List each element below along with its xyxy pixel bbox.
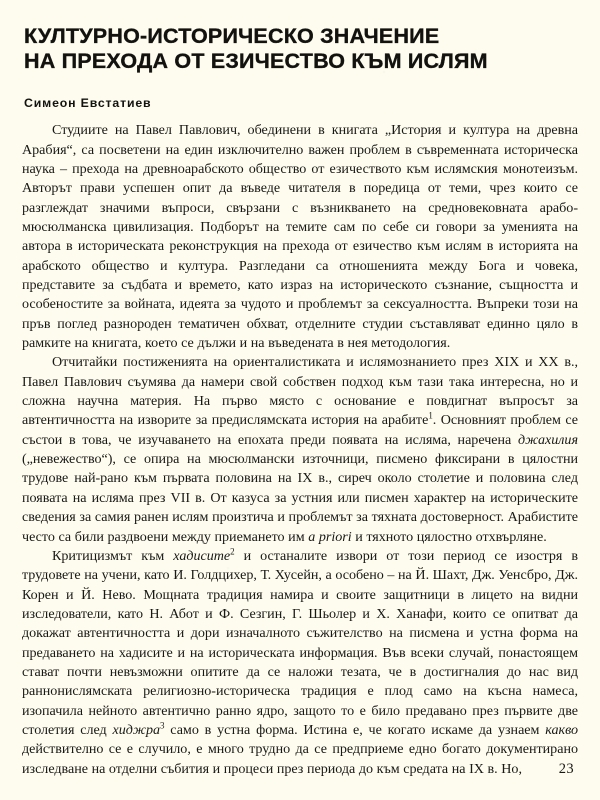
- paragraph-1-text: Студиите на Павел Павлович, обединени в книгата „История и култура на древна Арабия“, са посветени на един изключително важен проблем в съвременната историческа наука – прехода на древноарабското общество от езичеството към ислямския монотеизъм. Авторът прави успешен опит да въведе читателя в поредица от теми, чрез които се разглеждат значими въпроси, свързани с възникването на средновековната арабо-мюсюлманска цивилизация. Подборът на темите сам по себе си говори за уменията на автора в историческата реконструкция на прехода от езичество към ислям в историята на арабското общество и култура. Разгледани са отношенията между Бога и човека, представите за съдбата и времето, като израз на историческото съзнание, същността и особеностите за войната, идеята за чудото и проблемът за сексуалността. Въпреки този на пръв поглед разнороден тематичен обхват, отделните студии съставляват единно цяло в рамките на книгата, което се дължи и на въведената в нея методология.: [22, 122, 578, 352]
- term-jahiliyya: джахилия: [518, 431, 578, 448]
- footnote-marker-1: 1: [428, 410, 433, 421]
- paragraph-2-text-c: („невежество“), се опира на мюсюлмански източници, писмено фиксирани в цялостни трудове най-рано към първата половина на IX в., сиреч около столетие и половина след появата на исляма през VII в. От казуса за устния или писмен характер на историческите сведения за самия ранен ислям произтича и проблемът за тяхната достоверност. Арабистите често са били раздвоени между приемането им: [22, 451, 578, 545]
- term-hadith: хадисите: [173, 547, 231, 564]
- page-title-line-1: КУЛТУРНО-ИСТОРИЧЕСКО ЗНАЧЕНИЕ: [24, 24, 440, 48]
- footnote-marker-3: 3: [160, 720, 165, 731]
- paragraph-3: [22, 547, 578, 779]
- paragraph-2-text-a: Отчитайки постиженията на ориенталистиката и ислямознанието през XIX и XX в., Павел Павлович съумява да намери свой собствен подход към тази така интересна, но и сложна научна материя. На първо място с основание е повдигнат въпросът за автентичността на изворите за предислямската история на арабите: [22, 354, 578, 429]
- footnote-marker-2: 2: [230, 546, 235, 557]
- paragraph-2-text-d: и тяхното цялостно отхвърляне.: [351, 528, 547, 545]
- page-title: [22, 24, 578, 74]
- paragraph-3-text-d: действително се е случило, е много трудно да се предприеме едно богато документирано изследване на отделни събития и процеси през периода до към средата на IX в. Но,: [22, 741, 578, 777]
- paragraph-1: [22, 121, 578, 353]
- page-number: 23: [558, 761, 574, 777]
- body-text: [22, 121, 578, 779]
- paragraph-3-text-b: и останалите извори от този период се изостря в трудовете на учени, като И. Голдцихер, Т. Хусейн, а особено – на Й. Шахт, Дж. Уенсбро, Дж. Корен и Й. Нево. Мощната традиция намира и своите защитници в лицето на видни изследователи, като Н. Абот и Ф. Сезгин, Г. Шьолер и Х. Ханафи, които се опитват да докажат автентичността и дори изначалното съжителство на писмена и устна форма на предаването на хадисите и на историческата информация. Във всеки случай, понастоящем стават почти невъзможни опитите да се наложи тезата, че в достигналия до нас вид раннонислямската религиозно-историческа традиция е плод само на късна намеса, изопачила нейното автентично ранно ядро, защото то е било предавано през първите две столетия след: [22, 547, 578, 738]
- author-byline: Симеон Евстатиев: [24, 96, 152, 111]
- page-title-line-2: НА ПРЕХОДА ОТ ЕЗИЧЕСТВО КЪМ ИСЛЯМ: [24, 49, 488, 74]
- paragraph-3-text-a: Критицизмът към: [52, 547, 174, 564]
- paragraph-2-text-b: . Основният проблем се състои в това, че изучаването на епохата преди появата на исляма, наречена: [22, 412, 578, 448]
- paragraph-2: [22, 353, 578, 546]
- term-hijra: хиджра: [112, 721, 160, 738]
- term-a-priori: a priori: [308, 528, 352, 545]
- term-kakvo: какво: [545, 721, 579, 738]
- paragraph-3-text-c: само в устна форма. Истина е, че когато искаме да узнаем: [164, 721, 546, 738]
